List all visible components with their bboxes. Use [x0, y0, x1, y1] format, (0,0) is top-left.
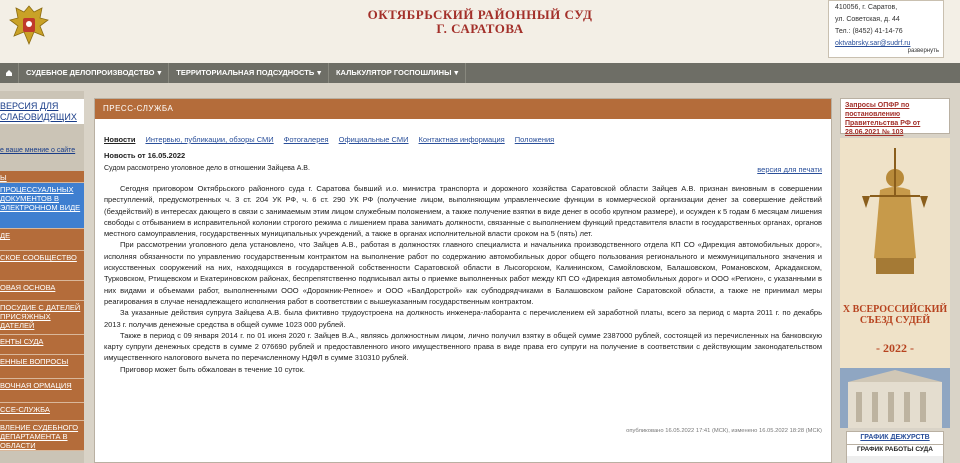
left-menu-item[interactable]: СКОЕ СООБЩЕСТВО — [0, 251, 84, 281]
tab-official-media[interactable]: Официальные СМИ — [338, 135, 409, 144]
nav-item-label: ТЕРРИТОРИАЛЬНАЯ ПОДСУДНОСТЬ — [176, 68, 315, 77]
left-menu-item[interactable]: ДЕ — [0, 229, 84, 251]
published-timestamp: опубликовано 16.05.2022 17:41 (МСК), изменено 16.05.2022 18:28 (МСК) — [626, 428, 822, 434]
left-menu — [0, 171, 84, 451]
contact-box — [828, 0, 944, 58]
court-name-line2: Г. САРАТОВА — [436, 21, 524, 36]
chevron-down-icon: ▾ — [454, 68, 459, 77]
site-header — [0, 0, 960, 63]
left-menu-item[interactable]: ЕННЫЕ ВОПРОСЫ — [0, 355, 84, 379]
left-menu-item[interactable]: ВОЧНАЯ ОРМАЦИЯ — [0, 379, 84, 403]
congress-title-line2: СЪЕЗД СУДЕЙ — [859, 315, 931, 326]
accessibility-version-link[interactable] — [0, 99, 84, 124]
pension-fund-requests-link[interactable] — [840, 98, 950, 134]
court-building-image — [840, 368, 950, 428]
court-title[interactable] — [300, 8, 660, 36]
accessibility-line2: СЛАБОВИДЯЩИХ — [0, 112, 77, 122]
tab-regulations[interactable]: Положения — [514, 135, 555, 144]
article-paragraph: Сегодня приговором Октябрьского районного суда г. Саратова бывший и.о. министра транспорта и дорожного хозяйства Саратовской области Зайцев А.В. признан виновным в совершении преступлений, предусмотренных ч. 3 ст. 204 УК РФ, ч. 6 ст. 290 УК РФ (получение лицом, выполняющим управленческие функции в коммерческой организации денег за совершение действий (бездействий) в интересах дающего в связи с занимаемым этим лицом служебным положением, а также получение взятки в виде денег в особо крупном размере), и осужден к 5 годам 6 месяцам лишения свободы с отбыванием в исправительной колонии строгого режима с лишением права занимать должности, связанные с выполнением функций представителя власти в государственных органах, органов местного самоуправления, государственных муниципальных учреждений, а также в органах исполнительной власти сроком на 5 (пять) лет. — [104, 184, 822, 239]
tab-news[interactable]: Новости — [104, 135, 136, 144]
news-article — [104, 183, 822, 375]
nav-item-jurisdiction[interactable] — [169, 63, 329, 83]
contact-address1: 410056, г. Саратов, — [835, 4, 898, 11]
left-menu-item[interactable]: Ы — [0, 171, 84, 183]
congress-title-line1: X ВСЕРОССИЙСКИЙ — [842, 304, 948, 315]
nav-item-label: КАЛЬКУЛЯТОР ГОСПОШЛИНЫ — [335, 68, 452, 77]
left-menu-item[interactable]: ЕНТЫ СУДА — [0, 335, 84, 355]
left-menu-item[interactable]: ОВАЯ ОСНОВА — [0, 281, 84, 301]
schedule-table — [847, 456, 943, 463]
article-paragraph: Также в период с 09 января 2014 г. по 01 июня 2020 г. Зайцев В.А., являясь должностным лицом, лично получил взятку в общей сумме 2387000 рублей, состоящей из перечисленных на банковскую карту супруги денежных средств в сумме 2 076690 рублей и предоставленного иного имущественного права в виде права его супруги на получение в соответствии с действующим законодательством имущественного налогового вычета по перечисленному НДФЛ в сумме 310310 рублей. — [104, 330, 822, 363]
court-name-line1: ОКТЯБРЬСКИЙ РАЙОННЫЙ СУД — [367, 7, 593, 22]
chevron-down-icon: ▾ — [317, 68, 321, 77]
article-paragraph: При рассмотрении уголовного дела установлено, что Зайцев А.В., работая в должностях главного специалиста и начальника производственного отдела КП СО «Дирекция автомобильных дорог», исполняя обязанности по управлению государственным контрактом на выполнение работ по содержанию автомобильных дорог общего пользования регионального и межмуниципального значения и искусственных сооружений на них, находящихся в государственной собственности Саратовской области в Лысогорском, Калининском, Самойловском, Балашовском, Романовском, Аркадакском, Турковском, Ртищевском и Екатериновском районах, беспрепятственно подписывал акты о приемке выполненных работ между КП СО «Дирекция автомобильных дорог» и ООО «Регион», с указанными в них видами и объемами работ, выполненными ООО «Дорожник-Репное» и ООО «БалДорстрой» как субподрядчиками в Балашовском районе Саратовской области, а также не принимал меры реагирования в случае ненадлежащего исполнения работ в соответствии с вышеуказанным государственным контрактом. — [104, 240, 822, 306]
court-schedule-title: ГРАФИК РАБОТЫ СУДА — [857, 446, 933, 453]
left-sidebar — [0, 91, 84, 463]
site-feedback-link[interactable]: е ваше мнение о сайте — [0, 147, 76, 154]
congress-year: - 2022 - — [876, 341, 914, 355]
ad-line: Запросы ОПФР по — [845, 102, 910, 109]
chevron-down-icon: ▾ — [157, 68, 162, 77]
left-menu-item-e-docs[interactable]: ПРОЦЕССУАЛЬНЫХ ДОКУМЕНТОВ В ЭЛЕКТРОННОМ ВИДЕ — [0, 183, 84, 229]
congress-title — [840, 304, 950, 326]
left-menu-item[interactable]: ССЕ-СЛУЖБА — [0, 403, 84, 421]
nav-item-label: СУДЕБНОЕ ДЕЛОПРОИЗВОДСТВО — [26, 68, 155, 77]
tab-photo-gallery[interactable]: Фотогалерея — [283, 135, 329, 144]
themis-statue-icon — [840, 138, 950, 298]
news-date: Новость от 16.05.2022 — [104, 151, 186, 160]
accessibility-line1: ВЕРСИЯ ДЛЯ — [0, 101, 59, 111]
section-title: ПРЕСС-СЛУЖБА — [95, 99, 831, 119]
duty-schedule-box — [846, 431, 944, 463]
home-icon — [5, 69, 13, 77]
ad-line: постановлению — [845, 111, 901, 118]
contact-email[interactable]: oktvabrsky.sar@sudrf.ru — [835, 40, 911, 47]
judges-congress-banner[interactable] — [840, 138, 950, 428]
nav-item-fee-calculator[interactable] — [329, 63, 466, 83]
main-nav — [0, 63, 960, 83]
ad-line: 28.06.2021 № 103 — [845, 129, 904, 136]
news-subtitle: Судом рассмотрено уголовное дело в отношении Зайцева А.В. — [104, 165, 310, 172]
home-button[interactable] — [0, 63, 19, 83]
press-service-panel — [94, 98, 832, 463]
tab-contact-info[interactable]: Контактная информация — [418, 135, 505, 144]
press-tabs — [104, 135, 554, 144]
left-menu-item[interactable]: ВЛЕНИЕ СУДЕБНОГО ДЕПАРТАМЕНТА В ОБЛАСТИ — [0, 421, 84, 451]
article-paragraph: За указанные действия супруга Зайцева А.В. была фиктивно трудоустроена на должность инженера-лаборанта с перечислением ей заработной платы, всего за период с марта 2011 г. по декабрь 2013 г. получив денежные средства в общей сумме 1023 000 рублей. — [104, 308, 822, 329]
russian-emblem-icon[interactable] — [2, 0, 56, 54]
contact-phone: Тел.: (8452) 41-14-76 — [835, 28, 903, 35]
ad-line: Правительства РФ от — [845, 120, 921, 127]
left-menu-item[interactable]: ПОСУДИЕ С ДАТЕЛЕЙ ПРИСЯЖНЫХ ДАТЕЛЕЙ — [0, 301, 84, 335]
nav-item-proceedings[interactable] — [19, 63, 169, 83]
article-paragraph: Приговор может быть обжалован в течение 10 суток. — [120, 364, 305, 374]
contact-address2: ул. Советская, д. 44 — [835, 16, 900, 23]
print-version-link[interactable]: версия для печати — [757, 165, 822, 174]
tab-interviews[interactable]: Интервью, публикации, обзоры СМИ — [145, 135, 274, 144]
duty-schedule-link[interactable]: ГРАФИК ДЕЖУРСТВ — [847, 432, 943, 445]
right-sidebar — [840, 98, 960, 463]
expand-contacts-link[interactable]: развернуть — [907, 48, 939, 54]
